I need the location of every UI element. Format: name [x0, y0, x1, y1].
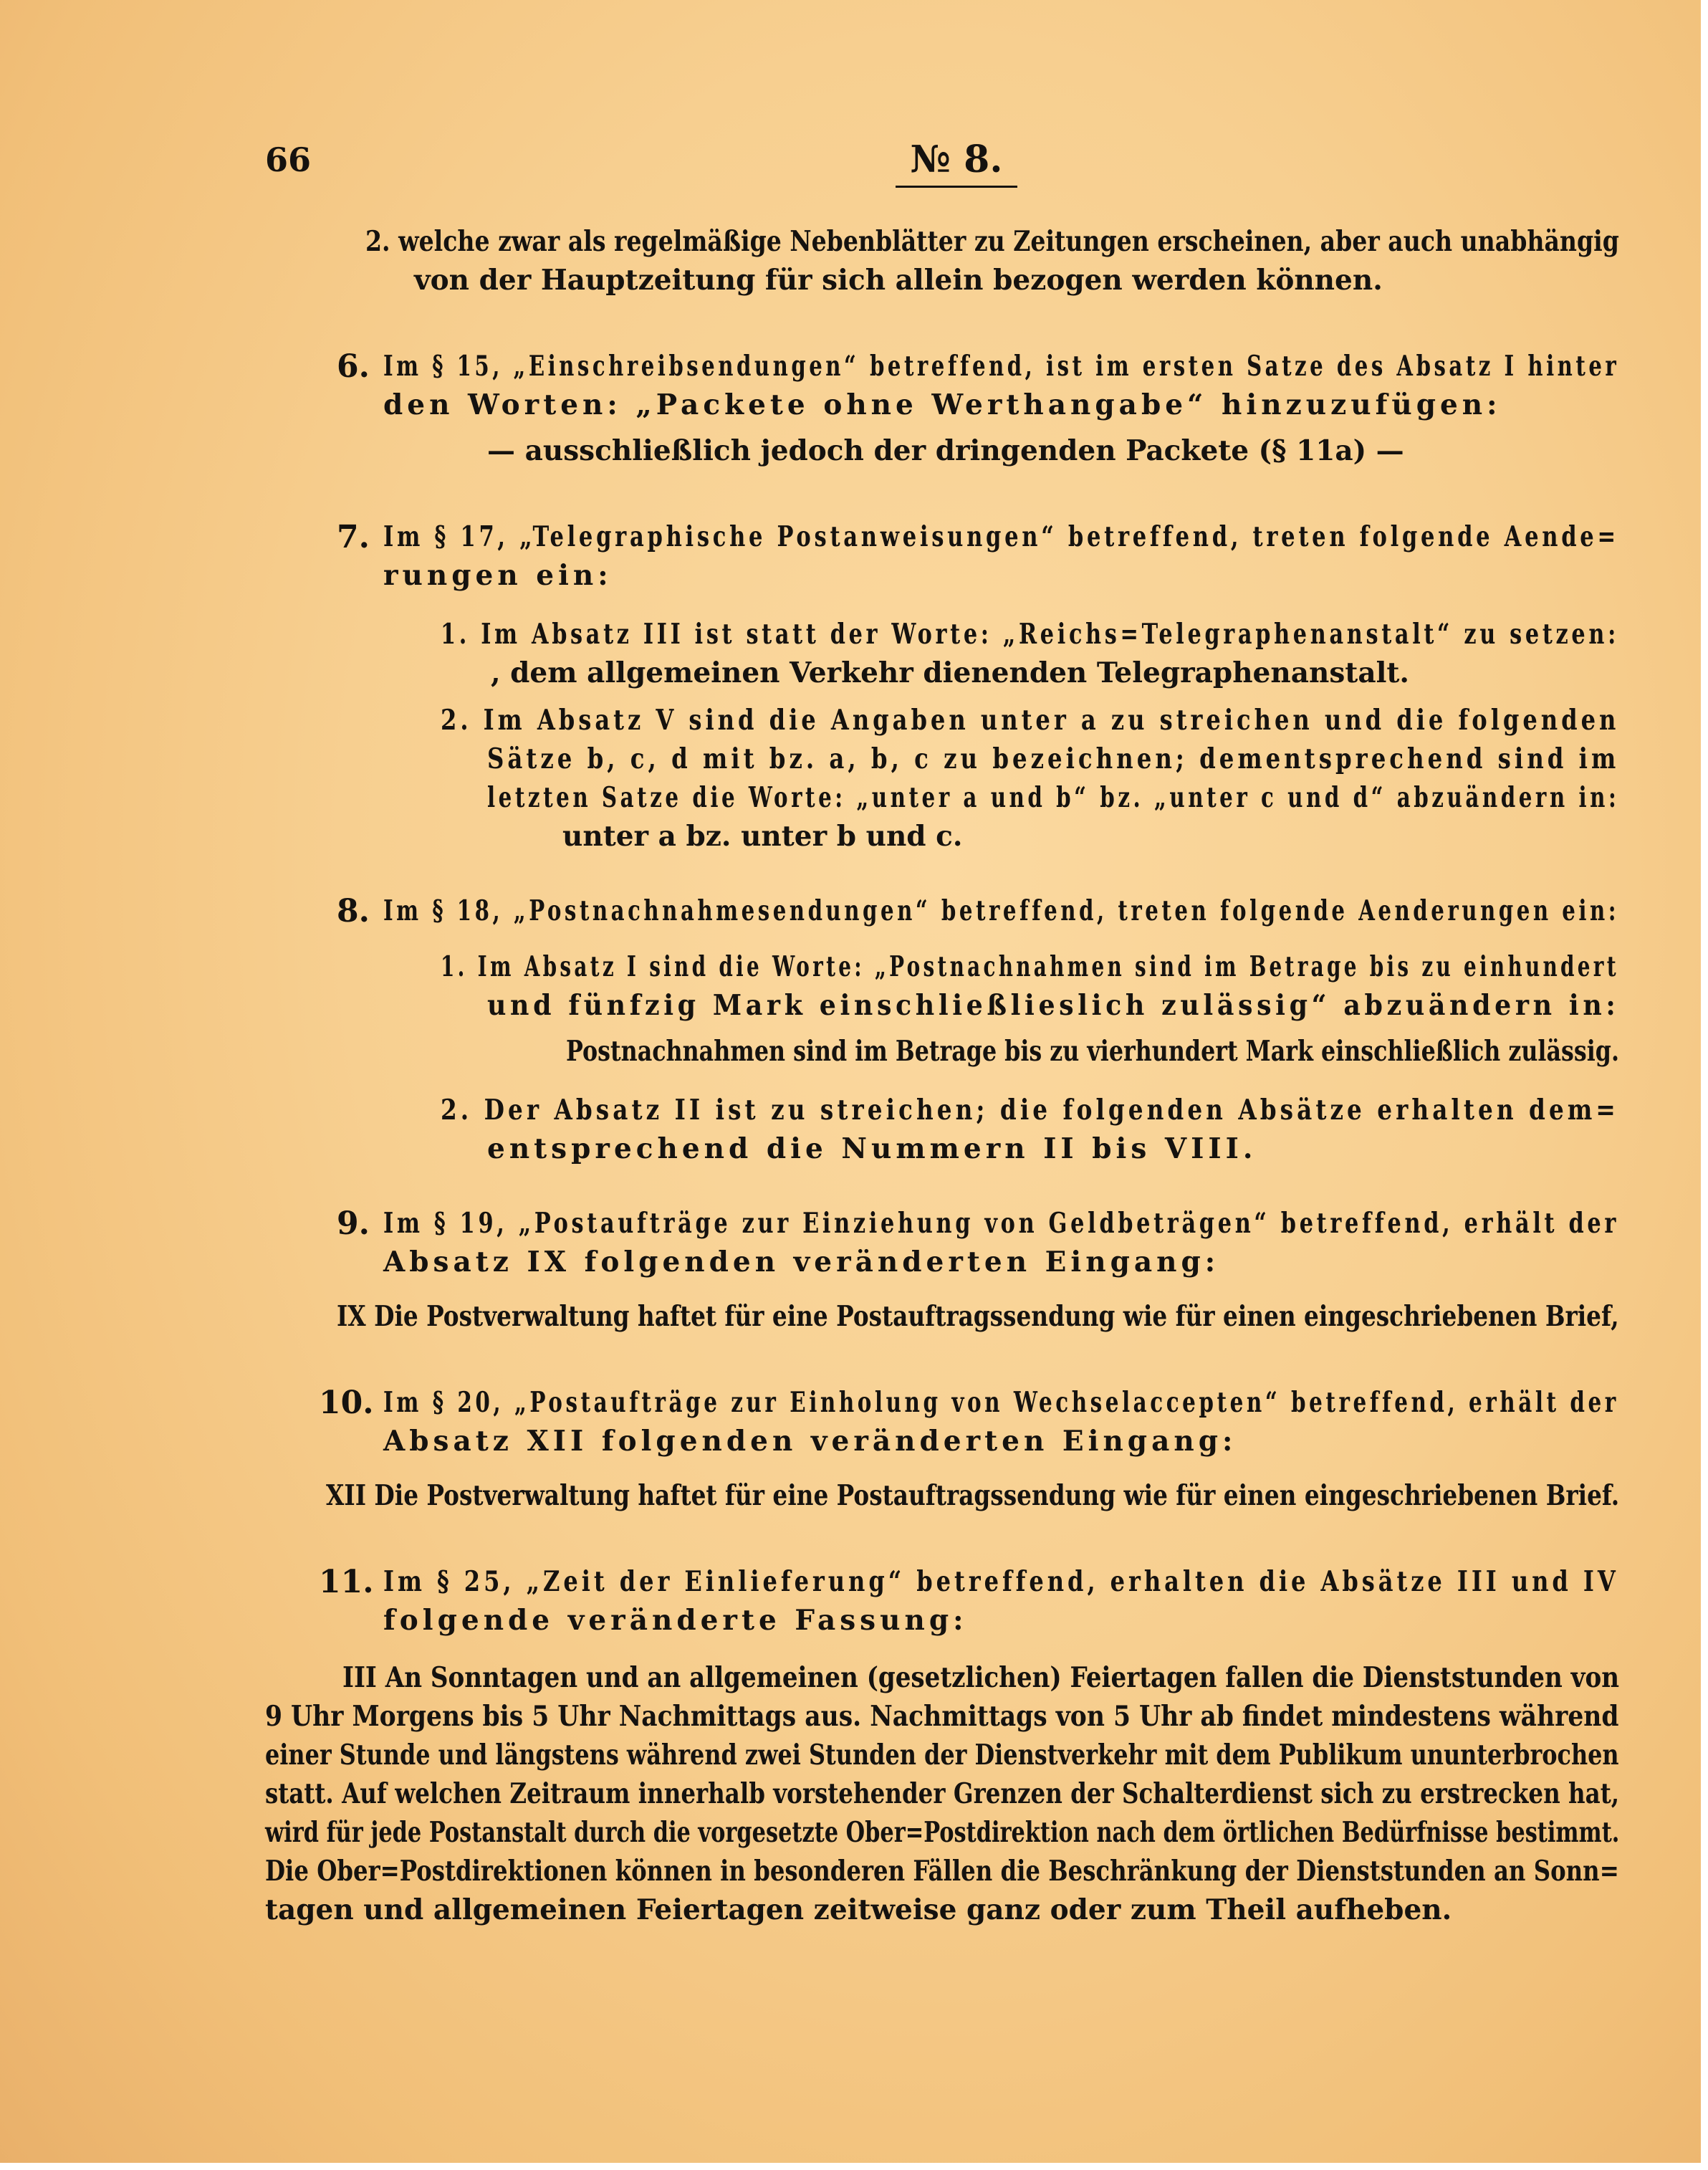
text-line: Die Ober=Postdirektionen können in besonderen Fällen die Beschränkung der Dienststunden an Sonn=: [265, 1855, 1619, 1888]
text-line: statt. Auf welchen Zeitraum innerhalb vorstehender Grenzen der Schalterdienst sich zu erstrecken hat,: [265, 1777, 1620, 1810]
text-line: III An Sonntagen und an allgemeinen (gesetzlichen) Feiertagen fallen die Dienststunden von: [342, 1661, 1620, 1694]
section-number: 7.: [337, 519, 370, 555]
text-line: 9 Uhr Morgens bis 5 Uhr Nachmittags aus. Nachmittags von 5 Uhr ab findet mindestens während: [265, 1700, 1619, 1733]
text-line: von der Hauptzeitung für sich allein bezogen werden können.: [414, 264, 1383, 297]
text-line: Sätze b, c, d mit bz. a, b, c zu bezeichnen; dementsprechend sind im: [487, 742, 1620, 775]
text-line: 2. Im Absatz V sind die Angaben unter a zu streichen und die folgenden: [441, 704, 1620, 737]
text-line: , dem allgemeinen Verkehr dienenden Telegraphenanstalt.: [491, 656, 1409, 689]
text-line: IX Die Postverwaltung haftet für eine Postauftragssendung wie für einen eingeschriebenen Brief,: [337, 1300, 1619, 1333]
text-line: Im § 20, „Postaufträge zur Einholung von Wechselaccepten“ betreffend, erhält der: [383, 1386, 1619, 1419]
text-line: 1. Im Absatz III ist statt der Worte: „Reichs=Telegraphenanstalt“ zu setzen:: [441, 618, 1619, 651]
text-line: Im § 18, „Postnachnahmesendungen“ betreffend, treten folgende Aenderungen ein:: [383, 894, 1620, 927]
section-number: 9.: [337, 1205, 370, 1242]
text-line: den Worten: „Packete ohne Werthangabe“ hinzuzufügen:: [383, 388, 1502, 421]
text-line: Absatz XII folgenden veränderten Eingang:: [383, 1425, 1237, 1458]
text-line: Im § 17, „Telegraphische Postanweisungen“ betreffend, treten folgende Aende=: [383, 520, 1619, 553]
section-number: 11.: [319, 1564, 374, 1600]
text-line: letzten Satze die Worte: „unter a und b“ bz. „unter c und d“ abzuändern in:: [487, 781, 1620, 814]
page-edge-bottom: [0, 2163, 1708, 2170]
text-line: entsprechend die Nummern II bis VIII.: [487, 1132, 1257, 1165]
page-edge-right: [1701, 0, 1708, 2170]
text-line: Im § 19, „Postaufträge zur Einziehung von Geldbeträgen“ betreffend, erhält der: [383, 1207, 1620, 1240]
text-line: 2. welche zwar als regelmäßige Nebenblätter zu Zeitungen erscheinen, aber auch unabhängig: [365, 225, 1619, 258]
text-line: rungen ein:: [383, 559, 613, 592]
text-line: tagen und allgemeinen Feiertagen zeitweise ganz oder zum Theil aufheben.: [265, 1893, 1452, 1926]
text-line: — ausschließlich jedoch der dringenden Packete (§ 11a) —: [487, 434, 1404, 467]
text-line: Absatz IX folgenden veränderten Eingang:: [383, 1246, 1220, 1278]
text-line: wird für jede Postanstalt durch die vorgesetzte Ober=Postdirektion nach dem örtlichen Bedürfnisse bestimmt.: [265, 1816, 1620, 1849]
text-line: 2. Der Absatz II ist zu streichen; die folgenden Absätze erhalten dem=: [441, 1094, 1619, 1127]
section-number: 8.: [337, 893, 370, 929]
text-line: Postnachnahmen sind im Betrage bis zu vierhundert Mark einschließlich zulässig.: [566, 1035, 1619, 1068]
text-line: Im § 25, „Zeit der Einlieferung“ betreffend, erhalten die Absätze III und IV: [383, 1565, 1619, 1598]
text-line: 1. Im Absatz I sind die Worte: „Postnachnahmen sind im Betrage bis zu einhundert: [441, 950, 1619, 983]
text-line: XII Die Postverwaltung haftet für eine Postauftragssendung wie für einen eingeschriebenen Brief.: [326, 1479, 1620, 1512]
issue-number: № 8.: [896, 138, 1017, 188]
text-line: einer Stunde und längstens während zwei Stunden der Dienstverkehr mit dem Publikum ununterbrochen: [265, 1739, 1619, 1772]
text-line: folgende veränderte Fassung:: [383, 1604, 968, 1637]
text-line: Im § 15, „Einschreibsendungen“ betreffend, ist im ersten Satze des Absatz I hinter: [383, 350, 1620, 383]
text-line: und fünfzig Mark einschließlieslich zulässig“ abzuändern in:: [487, 989, 1620, 1022]
section-number: 6.: [337, 348, 370, 385]
section-number: 10.: [319, 1385, 374, 1421]
page-number: 66: [265, 140, 312, 179]
text-line: unter a bz. unter b und c.: [562, 820, 963, 853]
